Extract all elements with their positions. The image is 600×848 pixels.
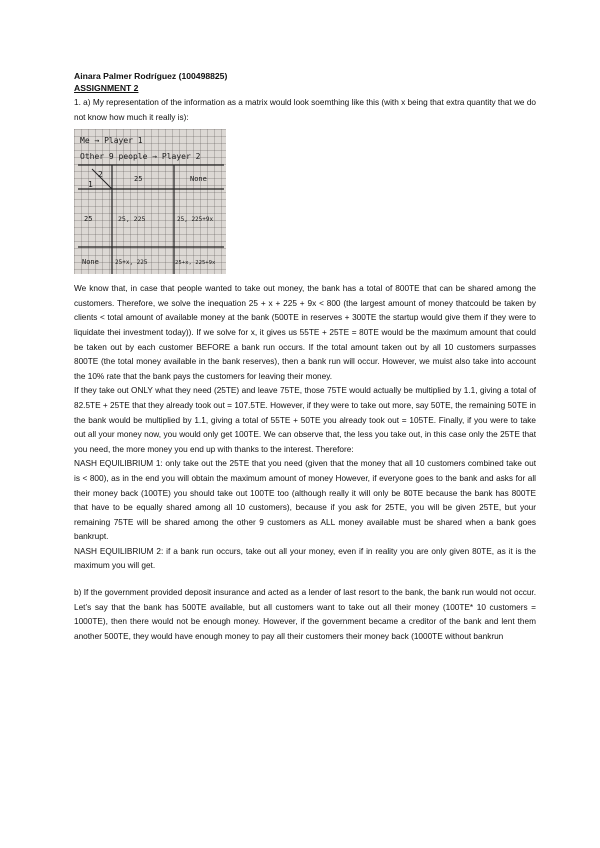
matrix-col-none: None [190,175,207,184]
matrix-cell-25-none: 25, 225+9x [177,216,214,224]
question-1a-intro: 1. a) My representation of the information as a matrix would look soemthing like this (with x being that extra quantity that we do not know how much it really is): [74,98,536,122]
paragraph-nash-2: NASH EQUILIBRIUM 2: if a bank run occurs, take out all your money, even if in reality you are only given 80TE, as it is the maximum you will get. [74,546,536,571]
matrix-row-none: None [82,258,99,267]
author-line: Ainara Palmer Rodríguez (100498825) [74,71,228,81]
paragraph-interest: If they take out ONLY what they need (25TE) and leave 75TE, those 75TE would actually be multiplied by 1.1, giving a total of 82.5TE + 25TE that they already took out = 107.5TE. However, if they were to take out more, say 50TE, the remaining 50TE in the bank would be multiplied by 1.1, giving a total of 55TE + 50TE you already took out = 105TE. Finally, if you were to take out all your money now, you would only get 100TE. We can observe that, the less you take out, in this case only the 25TE that you need, the more money you end up with thanks to the interest. Therefore: [74,386,536,454]
paragraph-bank-total: We know that, in case that people wanted to take out money, the bank has a total of 800TE that can be shared among the customers. Therefore, we solve the inequation 25 + x + 225 + 9x < 800 (the largest amount of money thatcould be taken by clients < total amount of available money at the bank (500TE in reserves + 300TE the startup would give them if they were to liquidate thei investment today)). If we solve for x, it gives us 55TE + 25TE = 80TE would be the maximum amount that could be taken out by each customer BEFORE a bank run occurs. If the total amount taken out by all 10 customers surpasses 800TE (the total money available in the bank reserves), then a bank run will occur. However, we muist also take into account the 10% rate that the bank pays the customers for leaving their money. [74,284,536,381]
matrix-cell-none-25: 25+x, 225 [115,259,148,267]
assignment-title: ASSIGNMENT 2 [74,83,139,93]
document-body [74,70,536,644]
paragraph-nash-1: NASH EQUILIBRIUM 1: only take out the 25TE that you need (given that the money that all 10 customers combined take out is < 800), as in the end you will obtain the maximum amount of money However, if everyone goes to the bank and asks for all their money back (100TE) you should take out 100TE too (although really it will only be 80TE because the bank has 800TE that have to be equally shared among all 10 customers), because if you ask for 25TE, you will be given 25TE, but your remaining 75TE will be shared among the other 9 customers as ALL money available must be shared when a bank goes bankrupt. [74,459,536,542]
matrix-cell-25-25: 25, 225 [118,215,146,224]
paragraph-question-1b: b) If the government provided deposit insurance and acted as a lender of last resort to the bank, the bank run would not occur. Let’s say that the bank has 500TE available, but all customers want to take out all their money (100TE* 10 customers = 1000TE), then there would not be enough money. However, if the government became a creditor of the bank and lent them another 500TE, they would have enough money to pay all their customers their money back (1000TE without bankrun [74,588,536,641]
matrix-cell-none-none: 25+x, 225+9x [175,260,216,267]
matrix-drawing [74,129,226,274]
matrix-col-25: 25 [134,175,143,184]
matrix-corner-bottom: 1 [88,180,93,190]
matrix-row2-label: Other 9 people → Player 2 [80,152,201,162]
matrix-row-25: 25 [84,215,93,224]
matrix-corner-top: 2 [98,170,103,180]
matrix-row1-label: Me → Player 1 [80,136,143,146]
handwritten-matrix-photo [74,129,226,274]
